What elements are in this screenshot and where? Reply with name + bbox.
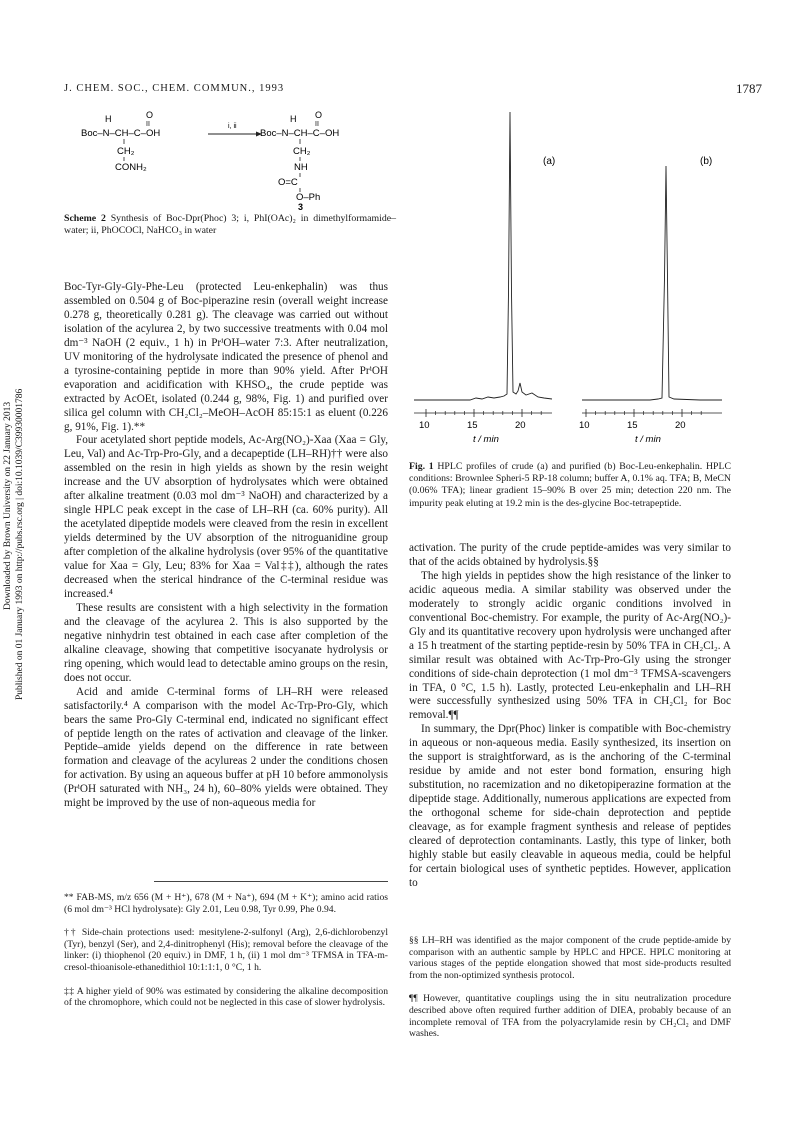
product-carbonyl: O=C xyxy=(278,177,298,188)
figure-caption-text: HPLC profiles of crude (a) and purified (b) Boc-Leu-enkephalin. HPLC conditions: Brownlee Spheri-5 RP-18 column; buffer A, 0.1% aq. TFA; B, MeCN (0.06% TFA); linear gradient 15–90% B over 25 min; detection 220 nm. The impurity peak eluting at 19.2 min is the des-glycine Boc-tetrapeptide. xyxy=(409,461,731,509)
right-column xyxy=(409,542,731,891)
reactant-ch2: CH₂ xyxy=(117,146,135,157)
tick-a-20: 20 xyxy=(515,420,526,431)
reactant-o: O xyxy=(146,110,154,120)
tick-a-15: 15 xyxy=(467,420,478,431)
tick-b-20: 20 xyxy=(675,420,686,431)
arrow-label: i, ii xyxy=(228,123,237,130)
left-column xyxy=(64,281,388,811)
side-note-published: Published on 01 January 1993 on http://pubs.rsc.org | doi:10.1039/C39930001786 xyxy=(15,388,25,700)
scheme-caption xyxy=(64,213,396,237)
footnote-double-dagger: †† Side-chain protections used: mesitylene-2-sulfonyl (Arg), 2,6-dichlorobenzyl (Tyr), benzyl (Ser), and 2,4-dinitrophenyl (His); removal before the cleavage of the linker: (i) thiophenol (20 equiv.) in DMF, 1 h, (ii) 1 mol dm⁻³ TFMSA in TFA-m-cresol-thioanisole-ethanedithiol 10:1:1:1, 0 °C, 1 h. xyxy=(64,927,388,973)
axis-label-a: t / min xyxy=(473,434,499,445)
left-footnotes xyxy=(64,892,388,1021)
tick-b-10: 10 xyxy=(579,420,590,431)
left-paragraph-2: Four acetylated short peptide models, Ac-Arg(NO₂)-Xaa (Xaa = Gly, Leu, Val) and Ac-Trp-Pro-Gly, and a decapeptide (LH–RH)†† were also assembled on the resin in high yields as shown by the resin weight increase and the UV absorption of hydrolysates which were obtained after alkaline treatment (0.03 mol dm⁻³ NaOH) and characterized by a single HPLC peak except in the case of LH–RH (ca. 60% purity). All the acetylated dipeptide models were cleaved from the resin in excellent yields determined by the UV absorption of the nitroguanidine group after completion of the alkaline hydrolysis (over 95% of the quantitative value for Xaa = Gly, Leu; 83% for Xaa = Val‡‡), although the rates decreased when the sterical hindrance of the C-terminal residue was increased.⁴ xyxy=(64,434,388,600)
axis-label-b: t / min xyxy=(635,434,661,445)
tick-b-15: 15 xyxy=(627,420,638,431)
figure-1 xyxy=(410,108,730,448)
tick-a-10: 10 xyxy=(419,420,430,431)
scheme-caption-lead: Scheme 2 xyxy=(64,213,106,224)
footnote-section: §§ LH–RH was identified as the major component of the crude peptide-amide by comparison with an authentic sample by HPLC and HPCE. HPLC monitoring at various stages of the peptide elongation showed that most side-products resulted from the non-optimized synthesis protocol. xyxy=(409,935,731,981)
left-paragraph-3: These results are consistent with a high selectivity in the formation and the cleavage of the acylurea 2. This is also supported by the negative ninhydrin test obtained in each case after completion of the alkaline cleavage, showing that competitive isocyanate hydrolysis or ring opening, which would lead to detectable amino groups on the resin, does not occur. xyxy=(64,601,388,684)
right-paragraph-2: The high yields in peptides show the high resistance of the linker to acidic aqueous media. A similar stability was observed under the moderately to strongly acidic organic conditions involved in conventional Boc-chemistry. For example, the purity of Ac-Arg(NO₂)-Gly and its quantitative recovery upon hydrolysis were unchanged after a 15 h treatment of the starting peptide-resin by 50% TFA in CH₂Cl₂. A similar result was obtained with Ac-Trp-Pro-Gly using the stronger conditions of side-chain deprotection (1 mol dm⁻³ TFMSA-scavengers in TFA, 0 °C, 1.5 h). Lastly, protected Leu-enkephalin and LH–RH were successfully synthesized using 50% TFA in CH₂Cl₂ for Boc removal.¶¶ xyxy=(409,569,731,722)
scheme-2 xyxy=(60,108,400,210)
panel-a-label: (a) xyxy=(543,156,556,167)
reactant-h: H xyxy=(105,114,112,124)
reactant-conh2: CONH₂ xyxy=(115,162,147,173)
right-paragraph-3: In summary, the Dpr(Phoc) linker is compatible with Boc-chemistry in aqueous or non-aqueous media. Easily synthesized, its insertion on the support is straightforward, as is the anchoring of the C-terminal residue by amide and not ester bond formation, ensuring high substitution, no racemization and no diketopiperazine formation at the dipeptide stage. Additionally, numerous applications are expected from the orthogonal scheme for side-chain deprotection and peptide cleavage, as for example fragment synthesis and release of peptides cleared of deprotection contaminants. Lastly, this type of linker, both highly stable but easily cleavable in aqueous media, could be helpful for certain biological uses of synthetic peptides. However, application to xyxy=(409,723,731,889)
reactant-backbone: Boc–N–CH–C–OH xyxy=(81,128,161,139)
running-head: J. CHEM. SOC., CHEM. COMMUN., 1993 xyxy=(64,83,285,94)
product-ch2: CH₂ xyxy=(293,146,311,157)
footnote-double-ddagger: ‡‡ A higher yield of 90% was estimated by considering the alkaline decomposition of the chromophore, which could not be neglected in this case of slower hydrolysis. xyxy=(64,985,388,1009)
figure-caption-lead: Fig. 1 xyxy=(409,461,434,472)
left-paragraph-4: Acid and amide C-terminal forms of LH–RH were released satisfactorily.⁴ A comparison with the model Ac-Trp-Pro-Gly, which bears the same Pro-Gly C-terminal end, indicated no significant effect of peptide length on the rates of activation and cleavage of the linker. Peptide–amide yields depend on the difference in rate between formation and cleavage of the acylureas 2 under the conditions chosen for activation. By using an aqueous buffer at pH 10 before ammonolysis (PrⁱOH saturated with NH₃, 24 h), 60–80% yields were obtained. They might be improved by the use of non-aqueous media for xyxy=(64,685,388,810)
footnote-double-star: ** FAB-MS, m/z 656 (M + H⁺), 678 (M + Na⁺), 694 (M + K⁺); amino acid ratios (6 mol dm⁻³ HCl hydrolysate): Gly 2.01, Leu 0.98, Tyr 0.99, Phe 0.94. xyxy=(64,892,388,915)
product-backbone: Boc–N–CH–C–OH xyxy=(260,128,340,139)
scheme-caption-text: Synthesis of Boc-Dpr(Phoc) 3; i, PhI(OAc)₂ in dimethylformamide–water; ii, PhOCOCl, NaHCO₃ in water xyxy=(64,213,396,237)
right-paragraph-1: activation. The purity of the crude peptide-amides was very similar to that of the acids obtained by hydrolysis.§§ xyxy=(409,542,731,568)
footnote-pilcrow: ¶¶ However, quantitative couplings using the in situ neutralization procedure described above often required further addition of DIEA, probably because of an incomplete removal of TFA from the polyacrylamide resin by CH₂Cl₂ and DMF washes. xyxy=(409,993,731,1040)
hplc-chromatograms xyxy=(410,108,730,448)
compound-number: 3 xyxy=(298,202,304,210)
product-ophenyl: O–Ph xyxy=(296,192,321,203)
product-h: H xyxy=(290,114,297,124)
side-note-downloaded: Downloaded by Brown University on 22 January 2013 xyxy=(3,401,13,610)
left-paragraph-1: Boc-Tyr-Gly-Gly-Phe-Leu (protected Leu-enkephalin) was thus assembled on 0.504 g of Boc-piperazine resin (overall weight increase 0.278 g, theoretically 0.281 g). The cleavage was carried out without isolation of the acylurea 2, by two successive treatments with 0.04 mol dm⁻³ NaOH (2 equiv., 1 h) in PrⁱOH–water 7:3. After neutralization, UV monitoring of the hydrolysate indicated the presence of phenol and a tyrosine-containing peptide in more than 90% yield. After PrⁱOH evaporation and acidification with KHSO₄, the crude peptide was extracted by AcOEt, isolated (0.244 g, 98%, Fig. 1) and purified over silica gel column with CH₂Cl₂–MeOH–AcOH 85:15:1 as eluent (0.226 g, 91%, Fig. 1).** xyxy=(64,281,388,433)
scheme-structures xyxy=(60,108,400,210)
right-footnotes xyxy=(409,935,731,1052)
product-o: O xyxy=(315,110,323,120)
figure-caption xyxy=(409,461,731,510)
reactant-double-bond: II xyxy=(146,121,150,128)
footnote-rule-left xyxy=(154,881,388,882)
panel-b-label: (b) xyxy=(700,156,713,167)
product-nh: NH xyxy=(294,162,308,173)
page-number: 1787 xyxy=(736,81,762,96)
product-double-bond: II xyxy=(315,121,319,128)
